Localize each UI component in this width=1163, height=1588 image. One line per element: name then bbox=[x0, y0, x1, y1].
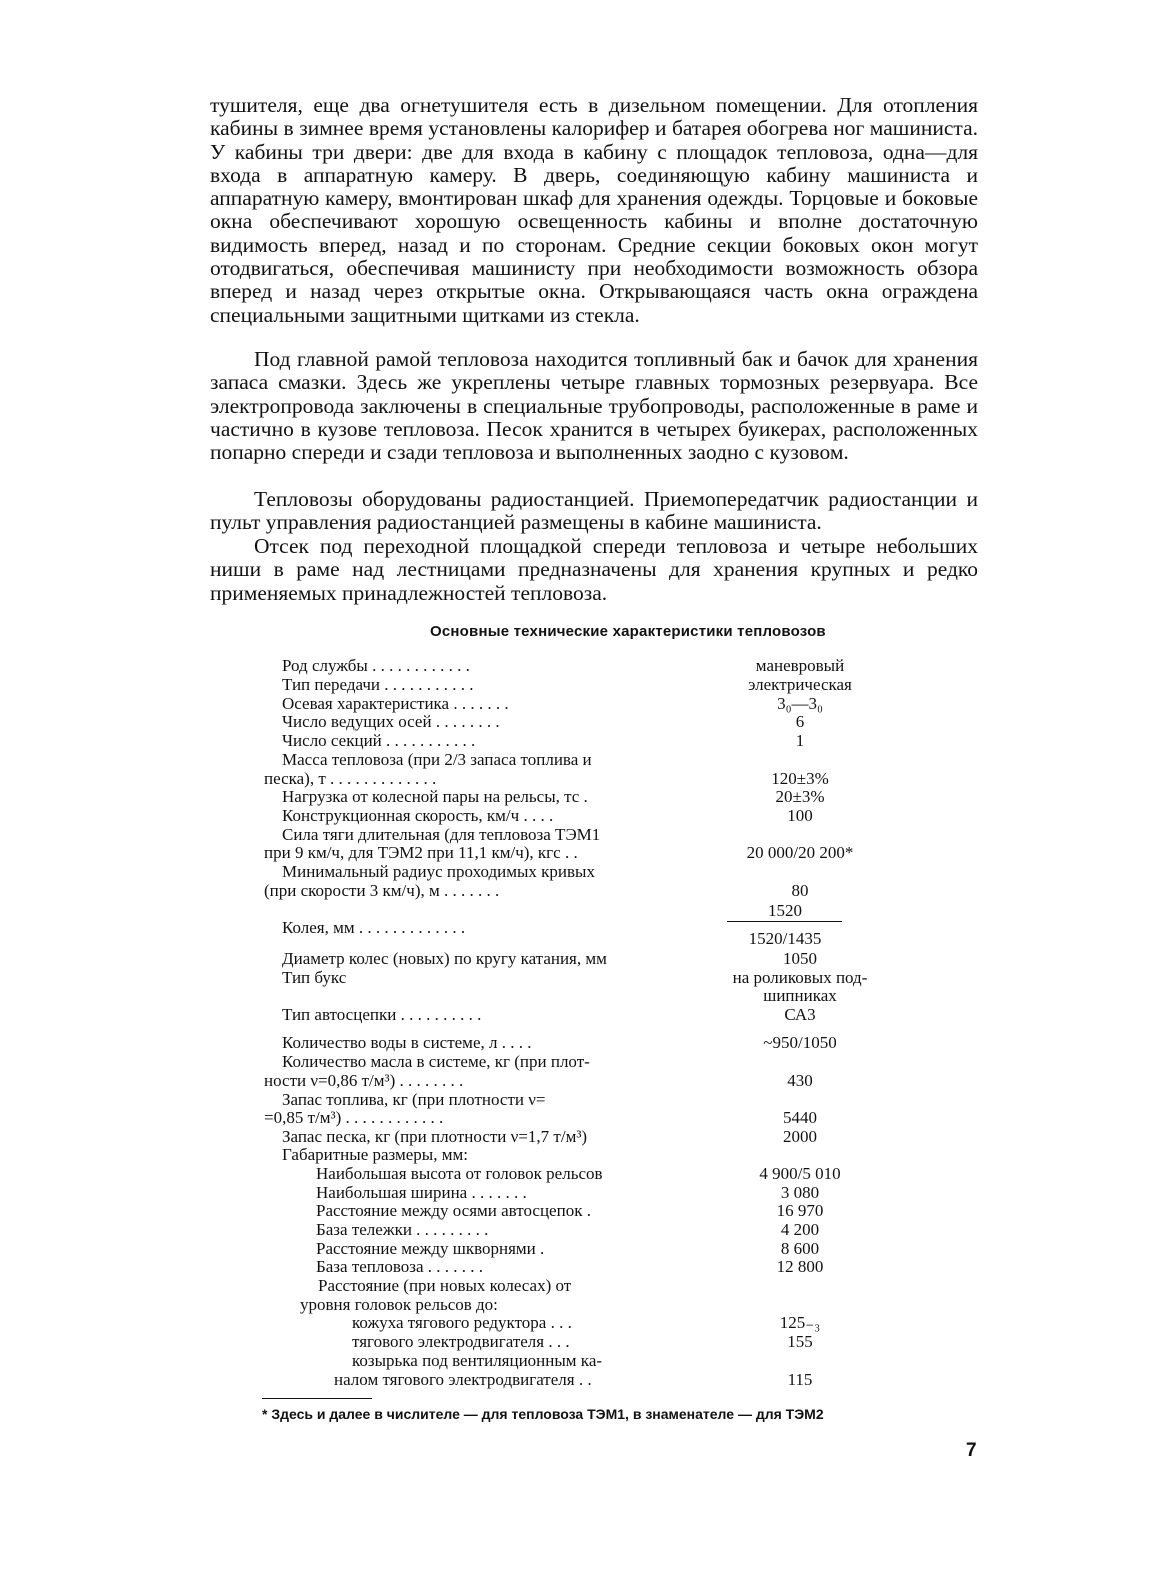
spec-label: Количество воды в системе, л . . . . bbox=[282, 1033, 532, 1052]
spec-value: электрическая bbox=[748, 675, 852, 694]
spec-label: Габаритные размеры, мм: bbox=[282, 1145, 468, 1164]
gauge-denominator: 1520/1435 bbox=[748, 929, 822, 948]
spec-label: Тип букс bbox=[282, 968, 347, 987]
spec-label: Расстояние между осями автосцепок . bbox=[316, 1201, 591, 1220]
spec-label: =0,85 т/м³) . . . . . . . . . . . . bbox=[264, 1108, 444, 1127]
footnote-rule bbox=[262, 1398, 372, 1399]
spec-label: Наибольшая ширина . . . . . . . bbox=[316, 1183, 527, 1202]
spec-label: Тип передачи . . . . . . . . . . . bbox=[282, 675, 474, 694]
spec-label: кожуха тягового редуктора . . . bbox=[352, 1313, 572, 1332]
spec-label: Количество масла в системе, кг (при плот- bbox=[282, 1052, 590, 1071]
spec-label: козырька под вентиляционным ка- bbox=[352, 1351, 603, 1370]
spec-label: Колея, мм . . . . . . . . . . . . . bbox=[282, 918, 466, 937]
spec-label: налом тягового электродвигателя . . bbox=[334, 1370, 592, 1389]
spec-value: 8 600 bbox=[780, 1239, 820, 1258]
spec-value: 155 bbox=[787, 1332, 813, 1351]
spec-label: Наибольшая высота от головок рельсов bbox=[316, 1164, 603, 1183]
paragraph-3: Тепловозы оборудованы радиостанцией. Приемопередатчик радиостанции и пульт управления радиостанцией размещены в кабине машиниста. bbox=[210, 487, 978, 535]
spec-value: 1 bbox=[795, 731, 805, 750]
spec-value: 5440 bbox=[783, 1108, 817, 1127]
spec-label: Расстояние (при новых колесах) от bbox=[318, 1276, 572, 1295]
spec-value: СА3 bbox=[784, 1005, 816, 1024]
gauge-numerator: 1520 bbox=[768, 901, 802, 920]
spec-value: 430 bbox=[787, 1071, 813, 1090]
paragraph-1: тушителя, еще два огнетушителя есть в дизельном помещении. Для отопления кабины в зимнее время установлены калорифер и батарея обогрева ног машиниста. У кабины три двери: две для входа в кабину с площадок тепловоза, одна—для входа в аппаратную камеру. В дверь, соединяющую кабину машиниста и аппаратную камеру, вмонтирован шкаф для хранения одежды. Торцовые и боковые окна обеспечивают хорошую освещенность кабины и вполне достаточную видимость вперед, назад и по сторонам. Средние секции боковых окон могут отодвигаться, обеспечивая машинисту при необходимости возможность обзора вперед и назад через открытые окна. Открывающаяся часть окна ограждена специальными защитными щитками из стекла. bbox=[210, 93, 978, 327]
fraction-line bbox=[727, 921, 842, 922]
spec-value: на роликовых под- bbox=[732, 968, 868, 987]
spec-label: ности ν=0,86 т/м³) . . . . . . . . bbox=[264, 1071, 464, 1090]
spec-label: (при скорости 3 км/ч), м . . . . . . . bbox=[264, 881, 500, 900]
spec-label: База тележки . . . . . . . . . bbox=[316, 1220, 489, 1239]
spec-label: тягового электродвигателя . . . bbox=[352, 1332, 570, 1351]
spec-label: Осевая характеристика . . . . . . . bbox=[282, 694, 509, 713]
paragraph-2: Под главной рамой тепловоза находится топливный бак и бачок для хранения запаса смазки. Здесь же укреплены четыре главных тормозных резервуара. Все электропровода заключены в специальные трубопроводы, расположенные в раме и частично в кузове тепловоза. Песок хранится в четырех буикерах, расположенных попарно спереди и сзади тепловоза и выполненных заодно с кузовом. bbox=[210, 347, 978, 465]
page-number: 7 bbox=[966, 1440, 977, 1461]
spec-label: Сила тяги длительная (для тепловоза ТЭМ1 bbox=[282, 825, 601, 844]
spec-value: 16 970 bbox=[776, 1201, 824, 1220]
spec-value: 20±3% bbox=[775, 787, 825, 806]
spec-value: 4 200 bbox=[780, 1220, 820, 1239]
spec-value: 2000 bbox=[783, 1127, 817, 1146]
spec-value: 12 800 bbox=[776, 1257, 824, 1276]
spec-label: песка), т . . . . . . . . . . . . . bbox=[264, 769, 437, 788]
spec-value: 3 080 bbox=[780, 1183, 820, 1202]
spec-value: шипниках bbox=[763, 986, 837, 1005]
spec-value: 100 bbox=[787, 806, 813, 825]
spec-value: маневровый bbox=[755, 656, 845, 675]
spec-label: Род службы . . . . . . . . . . . . bbox=[282, 656, 470, 675]
spec-label: Расстояние между шкворнями . bbox=[316, 1239, 545, 1258]
spec-label: Запас песка, кг (при плотности ν=1,7 т/м³) bbox=[282, 1127, 588, 1146]
spec-label: Число секций . . . . . . . . . . . bbox=[282, 731, 476, 750]
spec-value: 1050 bbox=[783, 949, 817, 968]
spec-label: Число ведущих осей . . . . . . . . bbox=[282, 712, 500, 731]
spec-label: уровня головок рельсов до: bbox=[300, 1295, 498, 1314]
spec-value: 120±3% bbox=[771, 769, 829, 788]
spec-label: Тип автосцепки . . . . . . . . . . bbox=[282, 1005, 482, 1024]
spec-label: Диаметр колес (новых) по кругу катания, мм bbox=[282, 949, 607, 968]
spec-value: 80 bbox=[791, 881, 809, 900]
spec-value: 125₋₃ bbox=[779, 1313, 821, 1332]
spec-value: 4 900/5 010 bbox=[759, 1164, 841, 1183]
table-title: Основные технические характеристики тепловозов bbox=[430, 623, 826, 640]
spec-value: 20 000/20 200* bbox=[746, 843, 854, 862]
footnote: * Здесь и далее в числителе — для тепловоза ТЭМ1, в знаменателе — для ТЭМ2 bbox=[262, 1406, 824, 1422]
spec-label: при 9 км/ч, для ТЭМ2 при 11,1 км/ч), кгс . . bbox=[264, 843, 578, 862]
paragraph-4: Отсек под переходной площадкой спереди тепловоза и четыре небольших ниши в раме над лестницами предназначены для хранения крупных и редко применяемых принадлежностей тепловоза. bbox=[210, 534, 978, 605]
spec-label: Запас топлива, кг (при плотности ν= bbox=[282, 1090, 546, 1109]
spec-label: База тепловоза . . . . . . . bbox=[316, 1257, 484, 1276]
spec-label: Масса тепловоза (при 2/3 запаса топлива и bbox=[282, 750, 592, 769]
spec-value: ~950/1050 bbox=[763, 1033, 837, 1052]
spec-label: Нагрузка от колесной пары на рельсы, тс . bbox=[282, 787, 588, 806]
spec-label: Конструкционная скорость, км/ч . . . . bbox=[282, 806, 554, 825]
spec-label: Минимальный радиус проходимых кривых bbox=[282, 862, 595, 881]
spec-value: 6 bbox=[795, 712, 805, 731]
spec-value: 3₀—3₀ bbox=[777, 694, 823, 713]
spec-value: 115 bbox=[787, 1370, 813, 1389]
